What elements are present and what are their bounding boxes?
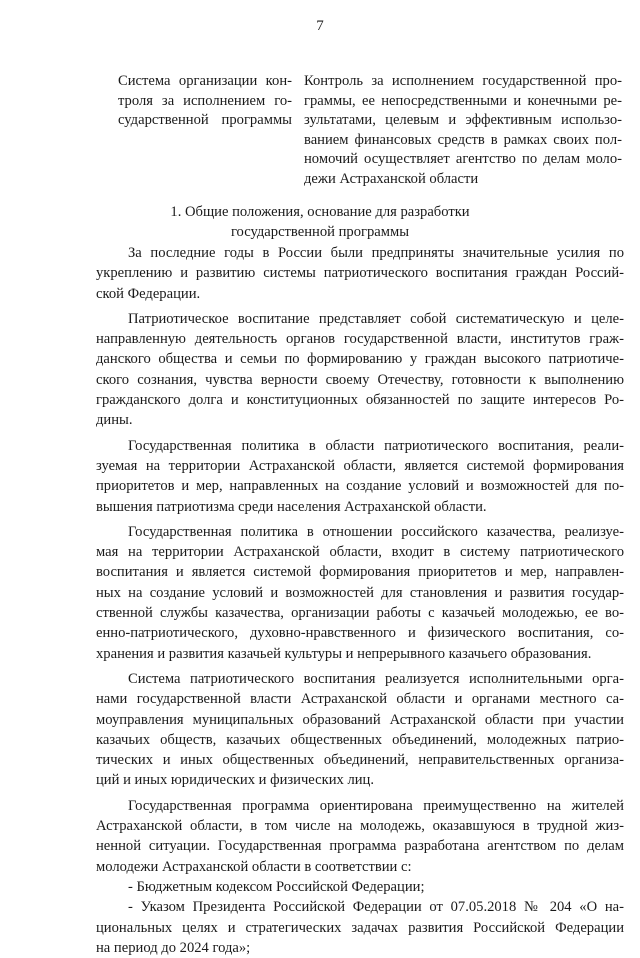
paragraph-line: зуемая на территории Астраханской области, является системой формирования [96,457,624,474]
paragraph-line: гражданского долга и конституционных обязанностей по защите интересов Ро- [96,392,624,409]
list-item [96,897,624,958]
paragraph-line: Государственная программа ориентирована преимущественно на жителей [128,797,624,814]
paragraph [96,796,624,877]
paragraph-line: ных на создание условий и возможностей для становления и развития государ- [96,584,624,601]
paragraph [96,436,624,517]
list-item [96,877,624,897]
section-heading-line: 1. Общие положения, основание для разработки [170,204,470,220]
paragraph-line: Патриотическое воспитание представляет собой систематическую и целе- [128,310,624,327]
list-item-line: циональных целях и стратегических задачах развития Российской Федерации [96,919,624,936]
paragraph-line: направленную деятельность органов государственной власти, институтов граж- [96,331,624,348]
list-item-line: - Указом Президента Российской Федерации от 07.05.2018 № 204 «О на- [128,899,624,916]
program-info-table [118,72,624,190]
info-label [118,72,292,190]
paragraph [96,243,624,304]
page-number: 7 [316,18,324,34]
paragraph-line: За последние годы в России были предприняты значительные усилия по [128,245,624,261]
paragraph-line: ской Федерации. [96,285,201,302]
info-label-line: сударственной программы [118,112,292,129]
list-item-line: на период до 2024 года»; [96,939,251,956]
paragraph [96,309,624,431]
info-value-line: номочий осуществляет агентство по делам моло- [304,151,622,168]
info-value-line: ванием финансовых средств в рамках своих пол- [304,131,622,148]
info-value-line: зультатами, целевым и эффективным использо- [304,112,622,129]
paragraph [96,522,624,664]
paragraph-line: хранения и развития казачьей культуры и непрерывного казачьего образования. [96,645,592,662]
info-label-line: Система организации кон- [118,73,292,89]
paragraph-line: ственной службы казачества, организации работы с казачьей молодежью, ее во- [96,605,624,622]
info-value [292,72,622,190]
paragraph [96,669,624,791]
info-label-line: троля за исполнением го- [118,92,292,109]
paragraph-line: моуправления муниципальных образований Астраханской области при участии [96,711,624,728]
paragraph-line: вышения патриотизма среди населения Астраханской области. [96,498,487,515]
paragraph-line: Астраханской области, в том числе на молодежь, оказавшуюся в трудной жиз- [96,818,624,835]
paragraph-line: ского сознания, чувства верности своему Отечеству, готовности к выполнению [96,371,624,388]
paragraph-line: казачьих обществ, казачьих общественных объединений, молодежных патрио- [96,731,624,748]
info-row-control-system [118,72,624,190]
paragraph-line: енно-патриотического, духовно-нравственного и физического воспитания, со- [96,625,624,642]
body-text [96,243,624,958]
paragraph-line: Система патриотического воспитания реализуется исполнительными орга- [128,670,624,687]
paragraph-line: укреплению и развитию системы патриотического воспитания граждан Россий- [96,265,624,282]
paragraph-line: тических и иных общественных объединений, неправительственных организа- [96,752,624,769]
section-heading [0,202,640,242]
paragraph-line: молодежи Астраханской области в соответствии с: [96,858,412,875]
section-heading-line: государственной программы [230,224,410,240]
paragraph-line: нами государственной власти Астраханской области и органами местного са- [96,691,624,708]
paragraph-line: приоритетов и мер, направленных на создание условий и возможностей для по- [96,478,624,495]
paragraph-line: ций и иных юридических и физических лиц. [96,772,375,789]
paragraph-line: данского общества и семьи по формированию у граждан высокого патриотиче- [96,351,624,368]
paragraph-line: дины. [96,412,133,429]
list-item-line: - Бюджетным кодексом Российской Федерации; [128,878,425,895]
info-value-line: Контроль за исполнением государственной про- [304,73,622,89]
info-value-line: дежи Астраханской области [304,170,479,187]
info-value-line: граммы, ее непосредственными и конечными ре- [304,92,622,109]
paragraph-line: ненной ситуации. Государственная программа разработана агентством по делам [96,838,624,855]
paragraph-line: мая на территории Астраханской области, входит в систему патриотического [96,544,624,561]
paragraph-line: Государственная политика в отношении российского казачества, реализуе- [128,523,624,540]
paragraph-line: воспитания и является системой формирования приоритетов и мер, направлен- [96,564,624,581]
paragraph-line: Государственная политика в области патриотического воспитания, реали- [128,437,624,454]
